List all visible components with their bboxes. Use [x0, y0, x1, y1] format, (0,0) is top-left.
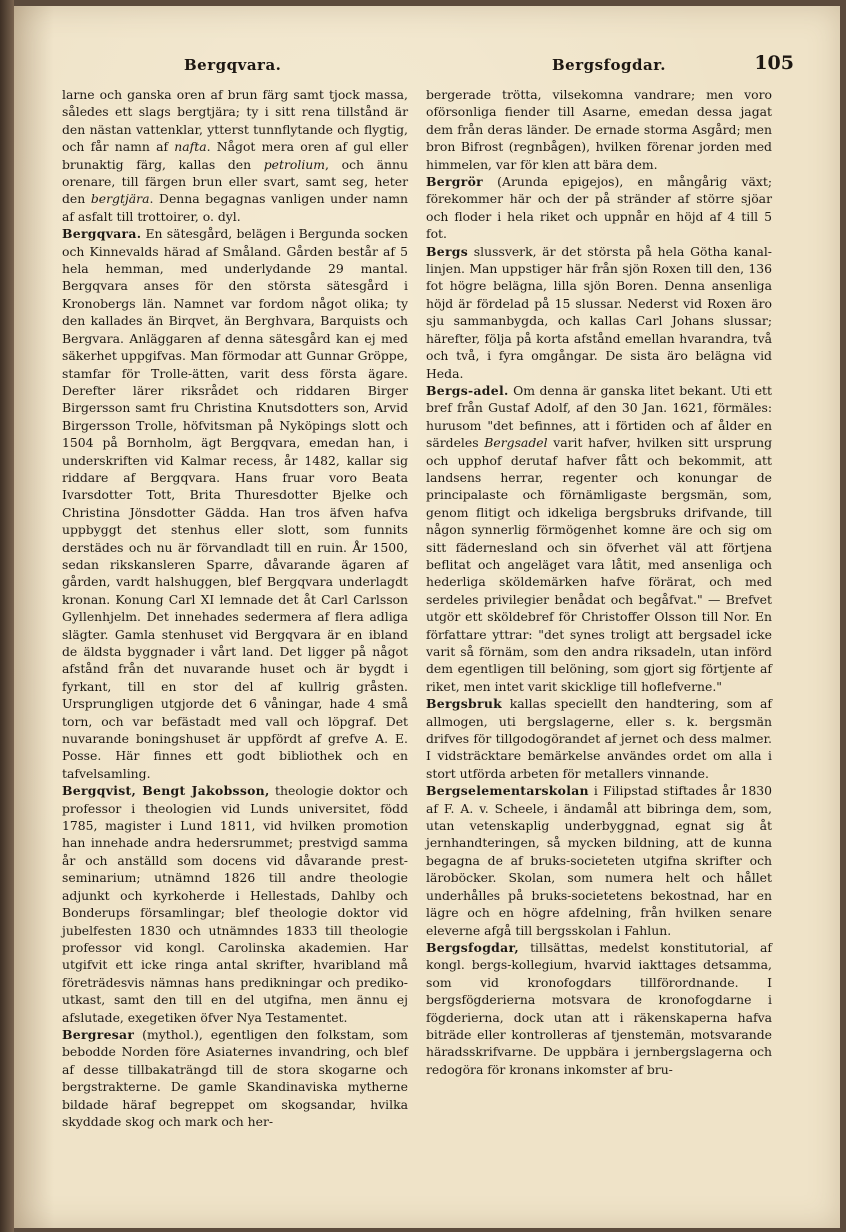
- entry-bergolja-continuation: larne och ganska oren af brun färg samt tjock massa, således ett slags bergtjära; ty i sitt rena tillstånd är den nästan vattenklar, ytterst tunnflytande och flygtig, och får namn af nafta. Något mera oren af gul eller brunaktig färg, kallas den petrolium, och ännu orenare, till färgen brun eller svart, samt seg, heter den bergtjära. Denna begagnas vanligen under namn af asfalt till trottoirer, o. dyl.: [62, 87, 408, 224]
- entry-bergror: Bergrör (Arunda epigejos), en mångårig växt; förekommer här och der på stränder af större sjöar och floder i hela riket och uppnår en höjd af 4 till 5 fot.: [426, 174, 772, 242]
- headword: Bergselementarskolan: [426, 783, 589, 799]
- entry-bergs-adel: Bergs-adel. Om denna är ganska litet bekant. Uti ett bref från Gustaf Adolf, af den 30 Jan. 1621, förmäles: hurusom "det befinnes, att i förtiden och af ålder en särdeles Bergsadel varit hafver, hvilken sitt ursprung och upphof derutaf hafver fått och bekommit, att landsens herrar, regenter och konungar de principalaste och förnämligaste bergsmän, som, genom flitigt och idkeliga bergsbruks drifvande, till någon synnerlig förmögenhet komne äre och sig om sitt fäderneslаnd och sin öfverhet väl att förtjena beflitat och angeläget vara låtit, med ansenliga och hederliga sköldemärken hafve förärat, och med serdeles privilegier benådat och begåfvat." — Brefvet utgör ett sköldebref för Christoffer Olsson till Nor. En författare yttrar: "det synes troligt att bergsadel icke varit så förnäm, som den andra riksadeln, utan införd dem egentligen till belöning, som gjort sig förtjente af riket, men intet varit skicklige till hoflefverne.": [426, 382, 773, 694]
- entry-bergsbruk: Bergsbruk kallas speciellt den handtering, som af allmogen, uti bergslagerne, eller s. k. bergsmän drifves för tillgodogörandet af jernet och dess malmer. I vidsträcktare bemärkelse användes ordet om alla i stort utförda arbeten för metallers vinnande.: [426, 696, 772, 781]
- entry-bergsfogdar: Bergsfogdar, tillsättas, medelst konstitutorial, af kongl. bergs-kollegium, hvarvid iakttages detsamma, som vid kronofogdars tillförordnande. I bergsfögderierna motsvara de kronofogdarne i fögderierna, dock utan att i räkenskaperna hafva biträde eller kontrolleras af tjenstemän, motsvarande häradsskrifvarne. De uppbära i jernbergslagerna och redogöra för kronans inkomster af bru-: [426, 939, 772, 1077]
- headword: Bergs: [426, 243, 469, 259]
- right-column: [426, 86, 772, 1078]
- headword: Bergqvara.: [62, 226, 142, 242]
- headword: Bergsbruk: [426, 696, 503, 712]
- entry-bergqvara: Bergqvara. En sätesgård, belägen i Bergunda socken och Kinnevalds härad af Småland. Gården består af 5 hela hemman, med underlydande 29 mantal. Bergqvara anses för den största sätesgård i Kronobergs län. Namnet var fordom något olika; ty den kallades än Birqvet, än Berghvara, Barquists och Bergvara. Anläggaren af denna sätesgård kan ej med säkerhet uppgifvas. Man förmodar att Gunnar Gröppe, stamfar för Trolle-ätten, varit dess första ägare. Derefter lärer riksrådet och riddaren Birger Birgersson samt fru Christina Knutsdotters son, Arvid Birgersson Trolle, höfvitsman på Nyköpings slott och 1504 på Bornholm, ägt Bergqvara, emedan han, i underskriften vid Kalmar recess, år 1482, kallar sig riddare af Bergqvara. Hans fruar voro Beata Ivarsdotter Tott, Brita Thuresdotter Bjelke och Christina Jönsdotter Gädda. Han tros äfven hafva uppbyggt det stenhus eller slott, som funnits derstädes och nu är förvandladt till en ruin. År 1500, sedan rikskansleren Sparre, dåvarande ägaren af gården, vardt halshuggen, blef Bergqvara underlagdt kronan. Konung Carl XI lemnade det åt Carl Carlsson Gyllenhjelm. Det innehades sedermera af flera adliga slägter. Gamla stenhuset vid Bergqvara är en ibland de äldsta byggnader i vårt land. Det ligger på något afstånd från det nuvarande huset och är bygdt i fyrkant, till en stor del af kullrig gråsten. Ursprungligen utgjorde det 6 våningar, hade 4 små torn, och var befästadt med vall och löpgraf. Det nuvarande boningshuset är uppfördt af grefve A. E. Posse. Här finnes ett godt bibliothek och en tafvelsamling.: [62, 226, 408, 781]
- headword: Bergsfogdar,: [426, 939, 520, 955]
- headword: Bergresar: [62, 1026, 135, 1042]
- headword: Bergs-adel.: [426, 382, 509, 398]
- page-number: 105: [754, 52, 794, 74]
- book-spine-shadow: [0, 0, 14, 1232]
- headword: Bergqvist, Bengt Jakobsson,: [62, 783, 270, 799]
- running-header: [54, 52, 814, 82]
- entry-bergqvist: Bergqvist, Bengt Jakobsson, theologie doktor och professor i theologien vid Lunds universitet, född 1785, magister i Lund 1811, vid hvilken promotion han innehade andra hedersrummet; prestvigd samma år och anställd som docens vid dåvarande prest-seminarium; utnämnd 1826 till andre theologie adjunkt och kyrkoherde i Hellestads, Dahlby och Bonderups församlingar; blef theologie doktor vid jubelfesten 1830 och utnämndes 1833 till theologie professor vid kongl. Carolinska akademien. Har utgifvit ett icke ringa antal skrifter, hvaribland må företrädesvis nämnas hans predikningar och prediko-utkast, samt den till en del utgifna, men ännu ej afslutade, exegetiken öfver Nya Testamentet.: [62, 783, 408, 1025]
- left-column: [62, 86, 408, 1130]
- entry-bergs: Bergs slussverk, är det största på hela Götha kanal-linjen. Man uppstiger här från sjön Roxen till den, 136 fot högre belägna, lilla sjön Boren. Denna ansenliga höjd är fördelad på 15 slussar. Nederst vid Roxen äro sju sammanbygda, och kallas Carl Johans slussar; härefter, följa på korta afstånd emellan hvarandra, två och två, i fyra omgångar. De sista äro belägna vid Heda.: [426, 243, 772, 381]
- book-page: [14, 6, 840, 1228]
- headword: Bergrör: [426, 174, 483, 190]
- entry-bergselementarskolan: Bergselementarskolan i Filipstad stiftades år 1830 af F. A. v. Scheele, i ändamål att bibringa dem, som, utan vetenskaplig underbyggnad, egnat sig åt jernhandteringen, så mycken bildning, att de kunna begagna de af bruks-societeten utgifna skrifter och läroböcker. Skolan, som numera helt och hållet underhålles på bruks-societetens bekostnad, har en lägre och en högre afdelning, från hvilken senare eleverne afgå till bergsskolan i Fahlun.: [426, 783, 772, 938]
- header-right-catchword: Bergsfogdar.: [552, 56, 666, 74]
- entry-bergresar-continuation: bergerade trötta, vilsekomna vandrare; men voro oförsonliga fiender till Asarne, emedan dessa jagat dem från deras länder. De ernade stormа Asgård; men bron Bifrost (regnbågen), hvilken förenar jorden med himmelen, var för klen att bära dem.: [426, 87, 772, 172]
- entry-bergresar: Bergresar (mythol.), egentligen den folkstam, som bebodde Norden före Asiaternes invandring, och blef af desse tillbakaträngd till de stora skogarne och bergstrakterne. De gamle Skandinaviska mytherne bildade häraf begreppet om skogsandar, hvilka skyddade skog och mark och her-: [62, 1026, 408, 1129]
- header-left-catchword: Bergqvara.: [184, 56, 282, 74]
